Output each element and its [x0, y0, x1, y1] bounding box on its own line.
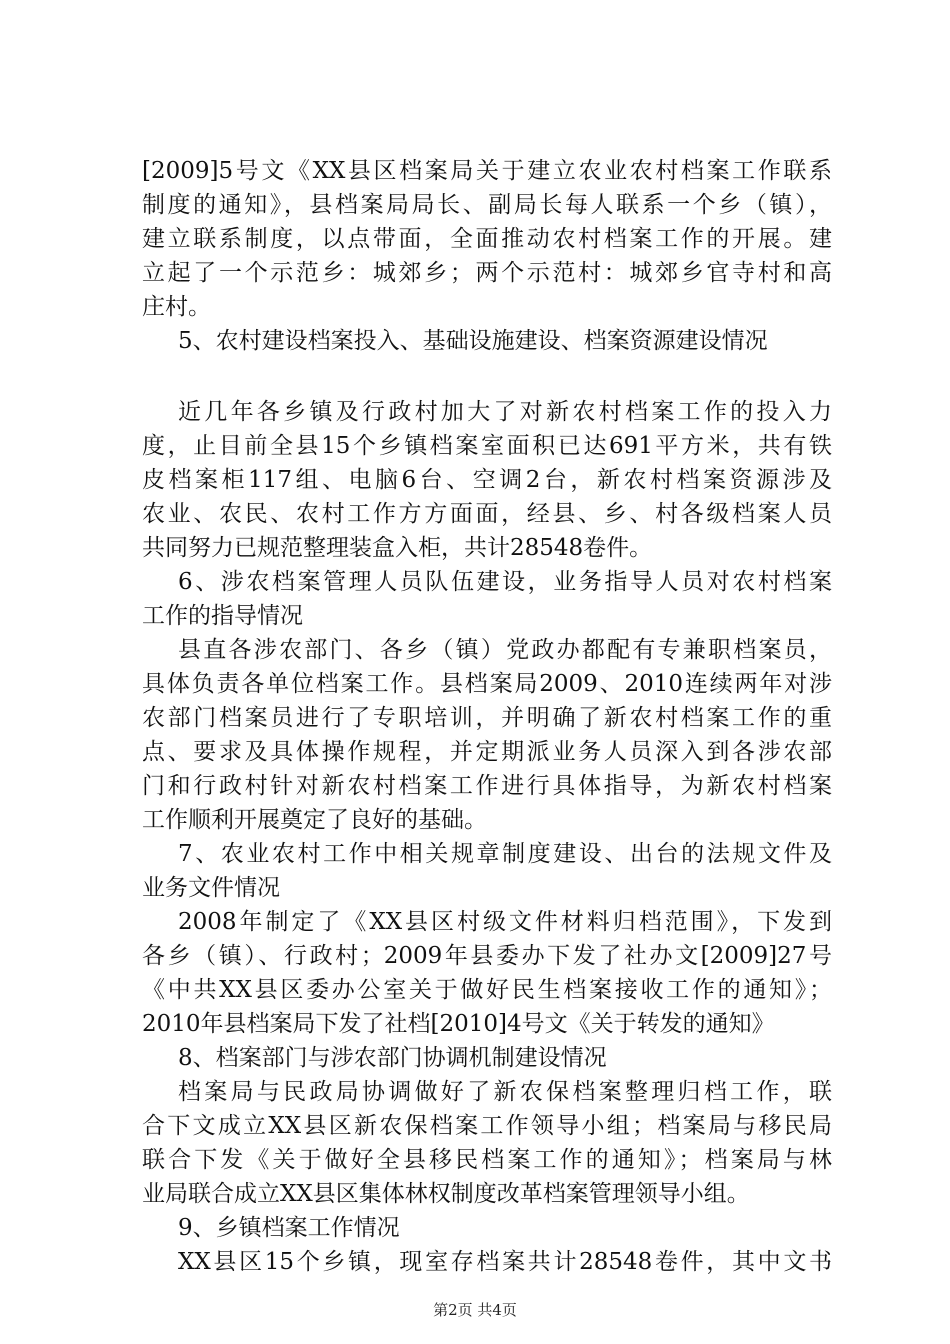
text-line: 县直各涉农部门、各乡（镇）党政办都配有专兼职档案员， [178, 637, 832, 663]
text-line: 农业、农民、农村工作方方面面，经县、乡、村各级档案人员 [142, 501, 832, 527]
document-body [142, 154, 832, 1279]
text-line: 档案局与民政局协调做好了新农保档案整理归档工作，联 [178, 1079, 832, 1105]
text-line: 点、要求及具体操作规程，并定期派业务人员深入到各涉农部 [142, 739, 832, 765]
blank-gap [142, 358, 832, 395]
text-line: 立起了一个示范乡：城郊乡；两个示范村：城郊乡官寺村和高 [142, 260, 832, 286]
text-line: 近几年各乡镇及行政村加大了对新农村档案工作的投入力 [178, 399, 832, 425]
section-heading-7-cont: 业务文件情况 [142, 875, 280, 901]
section-heading-6: 6、涉农档案管理人员队伍建设，业务指导人员对农村档案 [178, 569, 832, 595]
text-line: [2009]5号文《XX县区档案局关于建立农业农村档案工作联系 [142, 158, 832, 184]
text-line: 具体负责各单位档案工作。县档案局2009、2010连续两年对涉 [142, 671, 832, 697]
text-line: 度，止目前全县15个乡镇档案室面积已达691平方米，共有铁 [142, 433, 832, 459]
text-line: 联合下发《关于做好全县移民档案工作的通知》；档案局与林 [142, 1147, 832, 1173]
text-line: 合下文成立XX县区新农保档案工作领导小组；档案局与移民局 [142, 1113, 832, 1139]
text-line: 门和行政村针对新农村档案工作进行具体指导，为新农村档案 [142, 773, 832, 799]
page-footer: 第2页 共4页 [433, 1301, 517, 1319]
text-line: 2008年制定了《XX县区村级文件材料归档范围》，下发到 [178, 909, 832, 935]
text-line: 庄村。 [142, 294, 211, 320]
text-line: 农部门档案员进行了专职培训，并明确了新农村档案工作的重 [142, 705, 832, 731]
text-line: 工作顺利开展奠定了良好的基础。 [142, 807, 487, 833]
text-line: 各乡（镇）、行政村；2009年县委办下发了社办文[2009]27号 [142, 943, 832, 969]
section-heading-7: 7、农业农村工作中相关规章制度建设、出台的法规文件及 [178, 841, 832, 867]
text-line: XX县区15个乡镇，现室存档案共计28548卷件，其中文书 [178, 1249, 832, 1275]
text-line: 建立联系制度，以点带面，全面推动农村档案工作的开展。建 [142, 226, 832, 252]
text-line: 《中共XX县区委办公室关于做好民生档案接收工作的通知》； [142, 977, 832, 1003]
section-heading-8: 8、档案部门与涉农部门协调机制建设情况 [178, 1045, 607, 1071]
section-heading-5: 5、农村建设档案投入、基础设施建设、档案资源建设情况 [178, 328, 768, 354]
text-line: 2010年县档案局下发了社档[2010]4号文《关于转发的通知》 [142, 1011, 775, 1037]
section-heading-6-cont: 工作的指导情况 [142, 603, 303, 629]
text-line: 共同努力已规范整理装盒入柜，共计28548卷件。 [142, 535, 653, 561]
text-line: 制度的通知》，县档案局局长、副局长每人联系一个乡（镇）， [142, 192, 832, 218]
text-line: 皮档案柜117组、电脑6台、空调2台，新农村档案资源涉及 [142, 467, 832, 493]
text-line: 业局联合成立XX县区集体林权制度改革档案管理领导小组。 [142, 1181, 750, 1207]
section-heading-9: 9、乡镇档案工作情况 [178, 1215, 400, 1241]
